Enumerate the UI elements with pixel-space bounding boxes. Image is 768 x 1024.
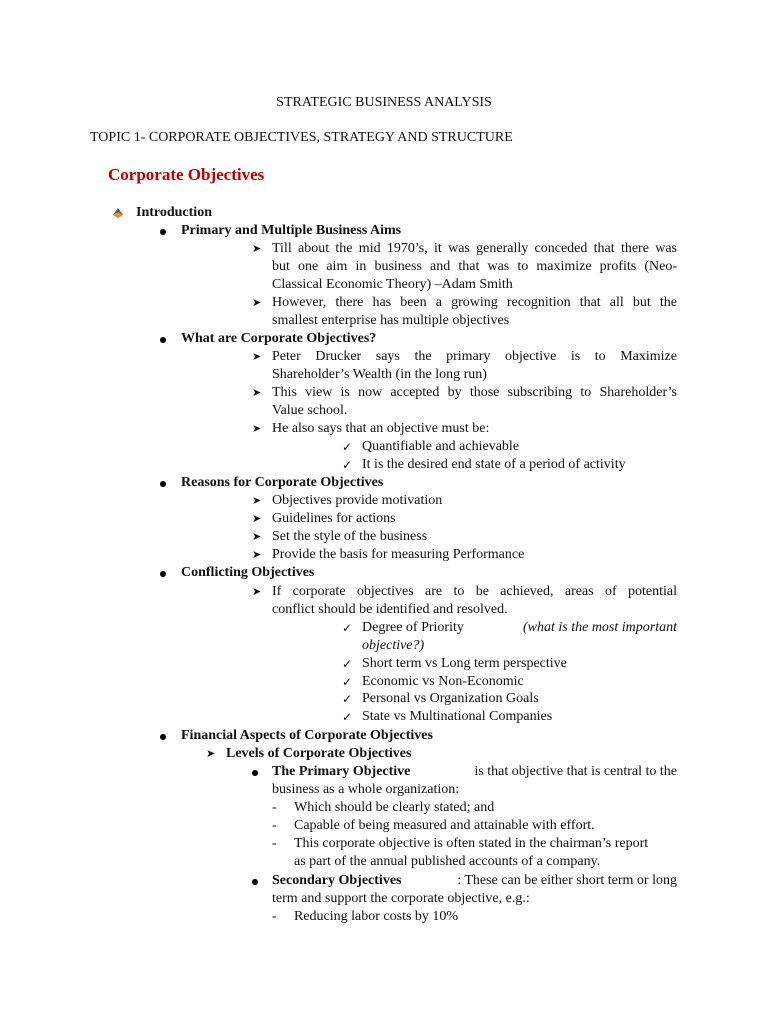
s5-dash2: Capable of being measured and attainable with effort. xyxy=(294,818,595,833)
dash-bullet-icon: - xyxy=(272,800,277,815)
s4-check1-note: (what is the most important xyxy=(522,620,677,635)
s4-p1-line2: conflict should be identified and resolved. xyxy=(272,602,508,617)
s4-check1-line1 xyxy=(362,619,677,637)
s1-p2-line1: However, there has been a growing recognition that all but the xyxy=(272,295,677,310)
s5-dash3-line2: as part of the annual published accounts of a company. xyxy=(294,854,601,869)
s2-p2-line2: Value school. xyxy=(272,403,348,418)
s1-p1-line3: Classical Economic Theory) –Adam Smith xyxy=(272,277,513,292)
s5-subtitle: Levels of Corporate Objectives xyxy=(226,746,412,761)
bullet-dot-icon xyxy=(160,229,166,235)
s4-check4: Personal vs Organization Goals xyxy=(362,691,539,706)
s4-check2: Short term vs Long term perspective xyxy=(362,656,567,671)
s5-dash3-line1: This corporate objective is often stated in the chairman’s report xyxy=(294,836,649,851)
arrow-bullet-icon: ➤ xyxy=(252,585,262,598)
s3-item: Objectives provide motivation xyxy=(272,493,443,508)
s1-p1-line1: Till about the mid 1970’s, it was generally conceded that there was xyxy=(272,241,677,256)
s5-dash4: Reducing labor costs by 10% xyxy=(294,909,459,924)
s5-dash1: Which should be clearly stated; and xyxy=(294,800,495,815)
s3-item: Guidelines for actions xyxy=(272,511,396,526)
bullet-dot-icon xyxy=(160,337,166,343)
s2-p1-line2: Shareholder’s Wealth (in the long run) xyxy=(272,367,487,382)
s3-title: Reasons for Corporate Objectives xyxy=(181,475,384,490)
s5-secondary-bold: Secondary Objectives xyxy=(272,873,402,888)
section-heading: Corporate Objectives xyxy=(108,165,265,184)
s1-title: Primary and Multiple Business Aims xyxy=(181,223,402,238)
diamond-bullet-icon xyxy=(112,207,124,219)
intro-label: Introduction xyxy=(136,205,212,220)
s5-primary-text: is that objective that is central to the xyxy=(474,764,677,779)
s5-secondary-line1 xyxy=(272,872,677,890)
arrow-bullet-icon: ➤ xyxy=(252,386,262,399)
arrow-bullet-icon: ➤ xyxy=(252,296,262,309)
bullet-dot-icon xyxy=(160,571,166,577)
s5-secondary-text: : These can be either short term or long xyxy=(457,873,677,888)
s3-item: Set the style of the business xyxy=(272,529,428,544)
s2-title: What are Corporate Objectives? xyxy=(181,331,377,346)
dash-bullet-icon: - xyxy=(272,818,277,833)
s2-p3: He also says that an objective must be: xyxy=(272,421,490,436)
s5-secondary-line2: term and support the corporate objective, e.g.: xyxy=(272,891,530,906)
arrow-bullet-icon: ➤ xyxy=(252,350,262,363)
bullet-dot-icon xyxy=(252,770,258,776)
checkmark-bullet-icon: ✓ xyxy=(342,675,353,689)
arrow-bullet-icon: ➤ xyxy=(252,494,262,507)
checkmark-bullet-icon: ✓ xyxy=(342,692,353,706)
s4-check1-text: Degree of Priority xyxy=(362,620,464,635)
arrow-bullet-icon: ➤ xyxy=(252,242,262,255)
arrow-bullet-icon: ➤ xyxy=(252,512,262,525)
checkmark-bullet-icon: ✓ xyxy=(342,621,353,635)
bullet-dot-icon xyxy=(252,879,258,885)
s4-title: Conflicting Objectives xyxy=(181,565,315,580)
checkmark-bullet-icon: ✓ xyxy=(342,710,353,724)
arrow-bullet-icon: ➤ xyxy=(252,530,262,543)
s4-check3: Economic vs Non-Economic xyxy=(362,674,524,689)
dash-bullet-icon: - xyxy=(272,909,277,924)
s4-check5: State vs Multinational Companies xyxy=(362,709,553,724)
checkmark-bullet-icon: ✓ xyxy=(342,458,353,472)
s4-p1-line1: If corporate objectives are to be achieved, areas of potential xyxy=(272,584,677,599)
s2-p1-line1: Peter Drucker says the primary objective is to Maximize xyxy=(272,349,677,364)
s2-check1: Quantifiable and achievable xyxy=(362,439,520,454)
checkmark-bullet-icon: ✓ xyxy=(342,440,353,454)
arrow-bullet-icon: ➤ xyxy=(206,747,216,760)
checkmark-bullet-icon: ✓ xyxy=(342,657,353,671)
s1-p1-line2: but one aim in business and that was to maximize profits (Neo- xyxy=(272,259,677,274)
s3-item: Provide the basis for measuring Performance xyxy=(272,547,525,562)
s5-primary-line1 xyxy=(272,763,677,781)
s2-p2-line1: This view is now accepted by those subscribing to Shareholder’s xyxy=(272,385,677,400)
s5-title: Financial Aspects of Corporate Objectives xyxy=(181,728,433,743)
dash-bullet-icon: - xyxy=(272,836,277,851)
arrow-bullet-icon: ➤ xyxy=(252,548,262,561)
s5-primary-line2: business as a whole organization: xyxy=(272,782,460,797)
topic-title: TOPIC 1- CORPORATE OBJECTIVES, STRATEGY AND STRUCTURE xyxy=(90,130,513,145)
bullet-dot-icon xyxy=(160,481,166,487)
s1-p2-line2: smallest enterprise has multiple objectives xyxy=(272,313,510,328)
bullet-dot-icon xyxy=(160,734,166,740)
document-title: STRATEGIC BUSINESS ANALYSIS xyxy=(276,95,492,110)
s5-primary-bold: The Primary Objective xyxy=(272,764,411,779)
s2-check2: It is the desired end state of a period of activity xyxy=(362,457,626,472)
arrow-bullet-icon: ➤ xyxy=(252,422,262,435)
s4-check1-note-cont: objective?) xyxy=(362,638,425,653)
